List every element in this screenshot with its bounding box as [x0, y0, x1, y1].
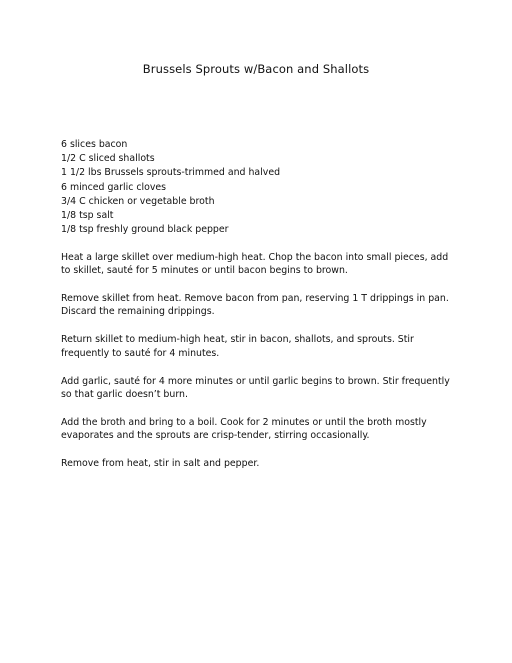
instruction-step: Add the broth and bring to a boil. Cook for 2 minutes or until the broth mostly evaporates and the sprouts are crisp-tender, stirring occasionally.: [61, 416, 427, 442]
ingredient-item: 6 slices bacon: [61, 139, 128, 150]
ingredient-item: 6 minced garlic cloves: [61, 181, 167, 193]
ingredient-item: 1/2 C sliced shallots: [61, 153, 155, 165]
ingredient-item: 3/4 C chicken or vegetable broth: [61, 195, 215, 207]
ingredient-item: 1/8 tsp freshly ground black pepper: [61, 224, 229, 236]
instruction-step: Return skillet to medium-high heat, stir in bacon, shallots, and sprouts. Stir frequently to sauté for 4 minutes.: [61, 334, 414, 359]
ingredient-item: 1/8 tsp salt: [61, 210, 114, 222]
instruction-step: Add garlic, sauté for 4 more minutes or until garlic begins to brown. Stir frequently so that garlic doesn’t burn.: [61, 375, 450, 400]
recipe-title: Brussels Sprouts w/Bacon and Shallots: [142, 62, 370, 76]
instruction-step: Remove from heat, stir in salt and pepper.: [61, 458, 260, 470]
ingredient-list: [61, 138, 461, 237]
instruction-step: Heat a large skillet over medium-high heat. Chop the bacon into small pieces, add to skillet, sauté for 5 minutes or until bacon begins to brown.: [61, 252, 449, 277]
instruction-list: [61, 251, 456, 485]
ingredient-item: 1 1/2 lbs Brussels sprouts-trimmed and halved: [61, 167, 281, 179]
instruction-step: Remove skillet from heat. Remove bacon from pan, reserving 1 T drippings in pan. Discard the remaining drippings.: [61, 293, 449, 318]
